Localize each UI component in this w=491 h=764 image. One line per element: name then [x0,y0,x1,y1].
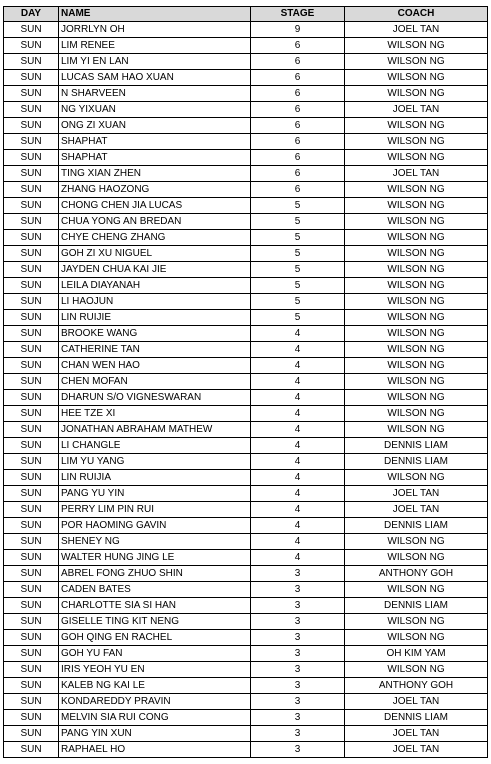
table-row [4,54,488,70]
stage-cell: 4 [251,502,345,518]
name-cell: NG YIXUAN [59,102,251,118]
name-cell: LUCAS SAM HAO XUAN [59,70,251,86]
name-cell: JAYDEN CHUA KAI JIE [59,262,251,278]
day-cell: SUN [4,182,59,198]
name-cell: RAPHAEL HO [59,742,251,758]
stage-cell: 3 [251,566,345,582]
day-cell: SUN [4,694,59,710]
name-cell: JORRLYN OH [59,22,251,38]
stage-cell: 4 [251,406,345,422]
stage-cell: 4 [251,438,345,454]
name-cell: LIM YU YANG [59,454,251,470]
header-coach: COACH [345,7,488,22]
name-cell: PERRY LIM PIN RUI [59,502,251,518]
coach-cell: WILSON NG [345,342,488,358]
name-cell: WALTER HUNG JING LE [59,550,251,566]
coach-cell: WILSON NG [345,182,488,198]
name-cell: MELVIN SIA RUI CONG [59,710,251,726]
day-cell: SUN [4,70,59,86]
stage-cell: 6 [251,54,345,70]
coach-cell: DENNIS LIAM [345,710,488,726]
name-cell: SHAPHAT [59,134,251,150]
coach-cell: WILSON NG [345,630,488,646]
stage-cell: 9 [251,22,345,38]
coach-cell: WILSON NG [345,614,488,630]
table-row [4,390,488,406]
stage-cell: 3 [251,646,345,662]
name-cell: GOH ZI XU NIGUEL [59,246,251,262]
table-row [4,566,488,582]
day-cell: SUN [4,326,59,342]
table-row [4,86,488,102]
coach-cell: WILSON NG [345,38,488,54]
coach-cell: JOEL TAN [345,502,488,518]
day-cell: SUN [4,742,59,758]
day-cell: SUN [4,86,59,102]
name-cell: LIM RENEE [59,38,251,54]
stage-cell: 4 [251,390,345,406]
table-row [4,214,488,230]
table-row [4,742,488,758]
coach-cell: DENNIS LIAM [345,518,488,534]
coach-cell: WILSON NG [345,406,488,422]
name-cell: SHENEY NG [59,534,251,550]
day-cell: SUN [4,214,59,230]
name-cell: GISELLE TING KIT NENG [59,614,251,630]
coach-cell: WILSON NG [345,582,488,598]
stage-cell: 6 [251,38,345,54]
coach-cell: JOEL TAN [345,726,488,742]
table-row [4,582,488,598]
day-cell: SUN [4,502,59,518]
coach-cell: JOEL TAN [345,102,488,118]
day-cell: SUN [4,134,59,150]
stage-cell: 3 [251,678,345,694]
stage-cell: 4 [251,470,345,486]
stage-cell: 5 [251,246,345,262]
coach-cell: WILSON NG [345,294,488,310]
day-cell: SUN [4,518,59,534]
name-cell: LIN RUIJIE [59,310,251,326]
name-cell: CADEN BATES [59,582,251,598]
day-cell: SUN [4,38,59,54]
coach-cell: WILSON NG [345,374,488,390]
stage-cell: 4 [251,454,345,470]
name-cell: PANG YIN XUN [59,726,251,742]
day-cell: SUN [4,486,59,502]
name-cell: ONG ZI XUAN [59,118,251,134]
stage-cell: 3 [251,614,345,630]
coach-cell: ANTHONY GOH [345,678,488,694]
header-name: NAME [59,7,251,22]
day-cell: SUN [4,678,59,694]
day-cell: SUN [4,166,59,182]
day-cell: SUN [4,630,59,646]
table-row [4,246,488,262]
table-row [4,230,488,246]
stage-cell: 6 [251,134,345,150]
day-cell: SUN [4,278,59,294]
name-cell: HEE TZE XI [59,406,251,422]
name-cell: PANG YU YIN [59,486,251,502]
stage-cell: 4 [251,518,345,534]
name-cell: CHONG CHEN JIA LUCAS [59,198,251,214]
day-cell: SUN [4,118,59,134]
name-cell: LEILA DIAYANAH [59,278,251,294]
stage-cell: 4 [251,550,345,566]
coach-cell: DENNIS LIAM [345,598,488,614]
stage-cell: 4 [251,326,345,342]
table-row [4,278,488,294]
table-row [4,454,488,470]
table-row [4,694,488,710]
table-header [4,7,488,22]
name-cell: DHARUN S/O VIGNESWARAN [59,390,251,406]
table-row [4,38,488,54]
day-cell: SUN [4,582,59,598]
table-row [4,598,488,614]
day-cell: SUN [4,438,59,454]
name-cell: CHARLOTTE SIA SI HAN [59,598,251,614]
day-cell: SUN [4,614,59,630]
table-row [4,614,488,630]
coach-cell: WILSON NG [345,214,488,230]
coach-cell: WILSON NG [345,310,488,326]
table-row [4,422,488,438]
stage-cell: 4 [251,422,345,438]
stage-cell: 4 [251,534,345,550]
table-row [4,310,488,326]
table-row [4,726,488,742]
day-cell: SUN [4,198,59,214]
name-cell: LIM YI EN LAN [59,54,251,70]
stage-cell: 4 [251,342,345,358]
name-cell: KONDAREDDY PRAVIN [59,694,251,710]
stage-cell: 6 [251,150,345,166]
name-cell: POR HAOMING GAVIN [59,518,251,534]
table-row [4,198,488,214]
coach-cell: WILSON NG [345,198,488,214]
table-row [4,118,488,134]
name-cell: SHAPHAT [59,150,251,166]
day-cell: SUN [4,358,59,374]
table-row [4,166,488,182]
stage-cell: 6 [251,118,345,134]
header-row [4,7,488,22]
name-cell: ABREL FONG ZHUO SHIN [59,566,251,582]
day-cell: SUN [4,662,59,678]
stage-cell: 3 [251,726,345,742]
stage-cell: 4 [251,374,345,390]
coach-cell: WILSON NG [345,422,488,438]
stage-cell: 3 [251,710,345,726]
table-body [4,22,488,758]
name-cell: CHAN WEN HAO [59,358,251,374]
coach-cell: WILSON NG [345,390,488,406]
stage-cell: 4 [251,358,345,374]
stage-cell: 6 [251,102,345,118]
day-cell: SUN [4,422,59,438]
table-row [4,358,488,374]
coach-cell: WILSON NG [345,54,488,70]
day-cell: SUN [4,342,59,358]
coach-cell: WILSON NG [345,470,488,486]
day-cell: SUN [4,390,59,406]
stage-cell: 4 [251,486,345,502]
table-row [4,438,488,454]
table-row [4,102,488,118]
roster-sheet [3,6,488,758]
stage-cell: 3 [251,694,345,710]
name-cell: N SHARVEEN [59,86,251,102]
day-cell: SUN [4,726,59,742]
day-cell: SUN [4,22,59,38]
table-row [4,22,488,38]
coach-cell: WILSON NG [345,278,488,294]
table-row [4,518,488,534]
table-row [4,534,488,550]
name-cell: IRIS YEOH YU EN [59,662,251,678]
stage-cell: 5 [251,198,345,214]
name-cell: LIN RUIJIA [59,470,251,486]
roster-table [3,6,488,758]
coach-cell: WILSON NG [345,134,488,150]
table-row [4,470,488,486]
table-row [4,630,488,646]
coach-cell: WILSON NG [345,150,488,166]
coach-cell: WILSON NG [345,118,488,134]
table-row [4,374,488,390]
table-row [4,134,488,150]
table-row [4,326,488,342]
stage-cell: 5 [251,214,345,230]
day-cell: SUN [4,710,59,726]
header-stage: STAGE [251,7,345,22]
coach-cell: JOEL TAN [345,742,488,758]
name-cell: BROOKE WANG [59,326,251,342]
name-cell: TING XIAN ZHEN [59,166,251,182]
day-cell: SUN [4,374,59,390]
table-row [4,182,488,198]
name-cell: GOH QING EN RACHEL [59,630,251,646]
day-cell: SUN [4,294,59,310]
coach-cell: WILSON NG [345,230,488,246]
coach-cell: WILSON NG [345,662,488,678]
table-row [4,662,488,678]
coach-cell: OH KIM YAM [345,646,488,662]
coach-cell: DENNIS LIAM [345,438,488,454]
header-day: DAY [4,7,59,22]
coach-cell: WILSON NG [345,246,488,262]
table-row [4,70,488,86]
table-row [4,406,488,422]
coach-cell: WILSON NG [345,70,488,86]
table-row [4,550,488,566]
coach-cell: WILSON NG [345,358,488,374]
day-cell: SUN [4,470,59,486]
day-cell: SUN [4,566,59,582]
coach-cell: WILSON NG [345,326,488,342]
coach-cell: JOEL TAN [345,166,488,182]
table-row [4,710,488,726]
day-cell: SUN [4,262,59,278]
stage-cell: 5 [251,310,345,326]
stage-cell: 5 [251,278,345,294]
day-cell: SUN [4,534,59,550]
stage-cell: 5 [251,230,345,246]
coach-cell: WILSON NG [345,534,488,550]
day-cell: SUN [4,102,59,118]
stage-cell: 3 [251,662,345,678]
day-cell: SUN [4,150,59,166]
table-row [4,502,488,518]
name-cell: LI HAOJUN [59,294,251,310]
coach-cell: DENNIS LIAM [345,454,488,470]
stage-cell: 3 [251,598,345,614]
table-row [4,486,488,502]
table-row [4,678,488,694]
day-cell: SUN [4,246,59,262]
stage-cell: 6 [251,182,345,198]
name-cell: ZHANG HAOZONG [59,182,251,198]
coach-cell: JOEL TAN [345,694,488,710]
stage-cell: 3 [251,742,345,758]
coach-cell: WILSON NG [345,262,488,278]
stage-cell: 3 [251,630,345,646]
day-cell: SUN [4,646,59,662]
day-cell: SUN [4,406,59,422]
stage-cell: 6 [251,86,345,102]
table-row [4,646,488,662]
day-cell: SUN [4,54,59,70]
name-cell: GOH YU FAN [59,646,251,662]
table-row [4,150,488,166]
table-row [4,342,488,358]
table-row [4,294,488,310]
day-cell: SUN [4,230,59,246]
stage-cell: 3 [251,582,345,598]
day-cell: SUN [4,550,59,566]
day-cell: SUN [4,310,59,326]
stage-cell: 5 [251,294,345,310]
table-row [4,262,488,278]
coach-cell: WILSON NG [345,550,488,566]
stage-cell: 5 [251,262,345,278]
stage-cell: 6 [251,166,345,182]
name-cell: CHEN MOFAN [59,374,251,390]
coach-cell: WILSON NG [345,86,488,102]
name-cell: CATHERINE TAN [59,342,251,358]
day-cell: SUN [4,454,59,470]
name-cell: LI CHANGLE [59,438,251,454]
name-cell: CHUA YONG AN BREDAN [59,214,251,230]
coach-cell: JOEL TAN [345,486,488,502]
stage-cell: 6 [251,70,345,86]
name-cell: CHYE CHENG ZHANG [59,230,251,246]
coach-cell: ANTHONY GOH [345,566,488,582]
day-cell: SUN [4,598,59,614]
name-cell: JONATHAN ABRAHAM MATHEW [59,422,251,438]
coach-cell: JOEL TAN [345,22,488,38]
name-cell: KALEB NG KAI LE [59,678,251,694]
